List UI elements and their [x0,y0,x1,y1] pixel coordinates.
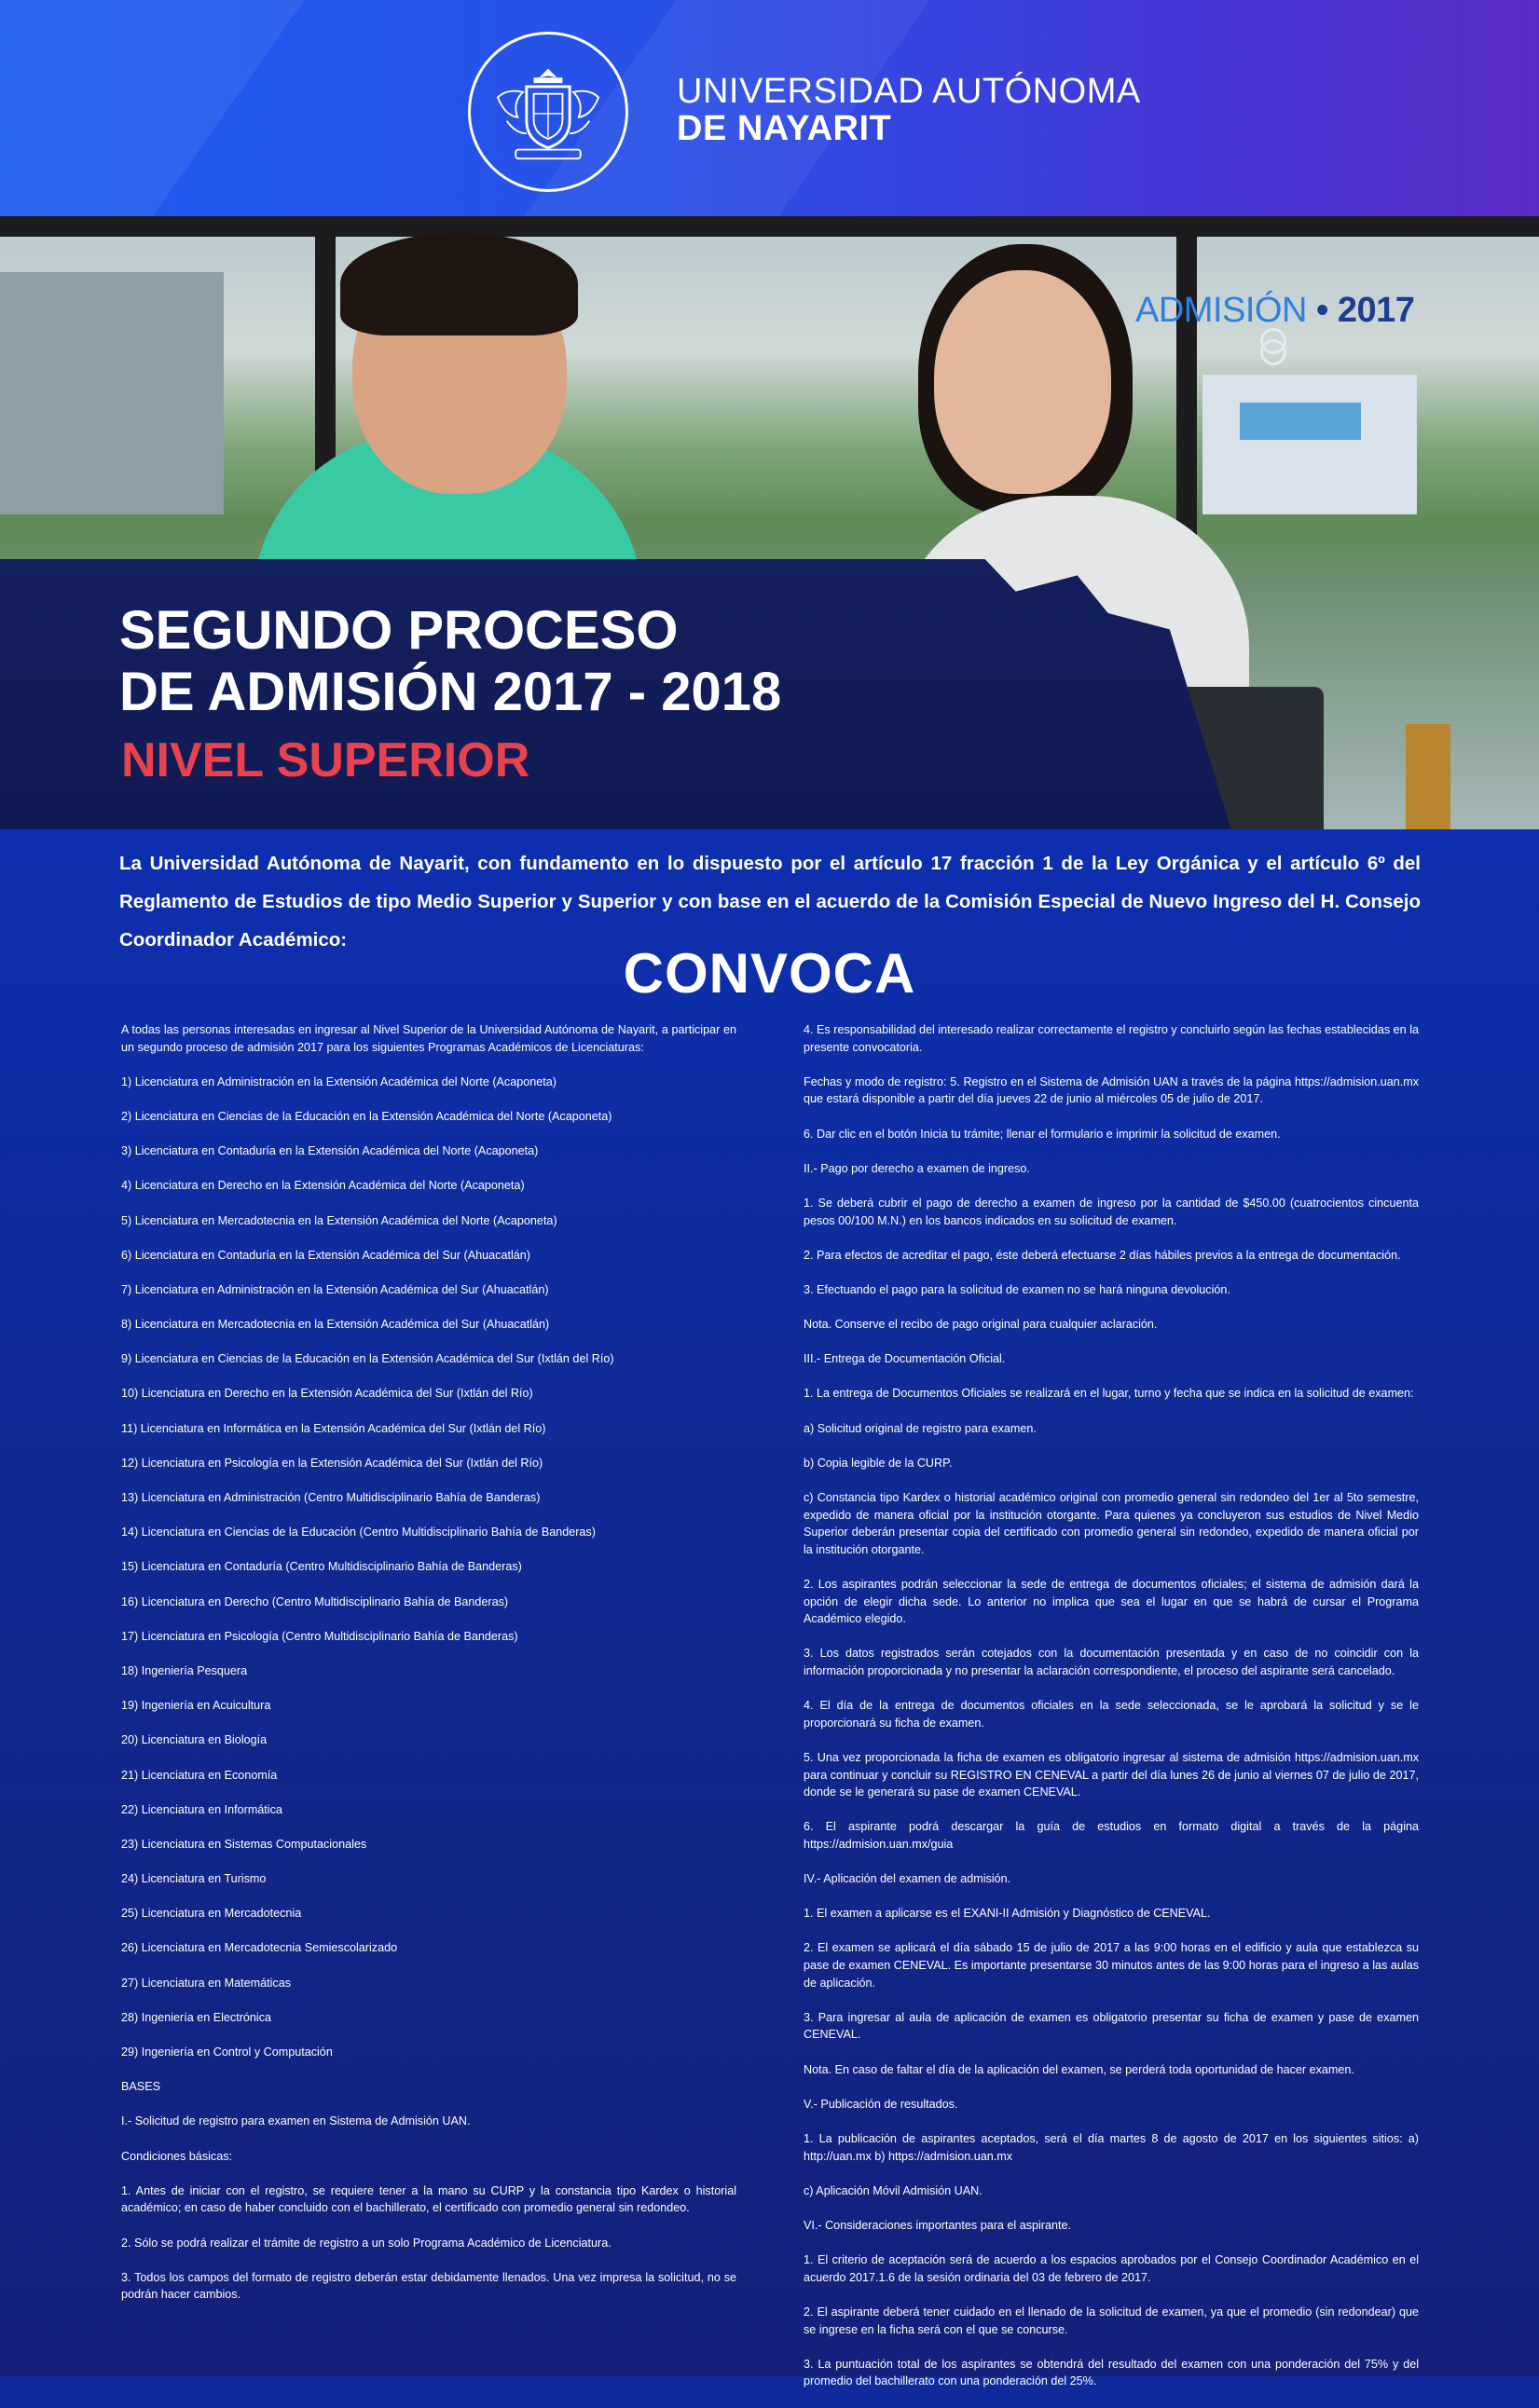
program-item: 26) Licenciatura en Mercadotecnia Semiescolarizado [121,1941,398,1955]
bases-paragraph: IV.- Aplicación del examen de admisión. [804,1872,1011,1886]
bases-paragraph: VI.- Consideraciones importantes para el aspirante. [804,2218,1072,2232]
bases-paragraph: 5. Una vez proporcionada la ficha de examen es obligatorio ingresar al sistema de admisión https://admision.uan.mx para continuar y concluir su REGISTRO EN CENEVAL a partir del día lunes 26 de junio al viernes 07 de julio de 2017, donde se le generará su pase de examen CENEVAL. [804,1750,1419,1799]
bases-paragraph: a) Solicitud original de registro para examen. [804,1421,1037,1435]
right-column [804,1021,1419,2408]
program-item: 24) Licenciatura en Turismo [121,1872,267,1886]
program-item: 14) Licenciatura en Ciencias de la Educación (Centro Multidisciplinario Bahía de Banderas) [121,1526,596,1539]
bases-paragraph: 3. La puntuación total de los aspirantes se obtendrá del resultado del examen con una ponderación del 75% y del promedio del bachillerato con una ponderación del 25%. [804,2357,1419,2388]
program-item: 20) Licenciatura en Biología [121,1733,268,1747]
bases-paragraph: Fechas y modo de registro: 5. Registro en el Sistema de Admisión UAN a través de la página https://admision.uan.mx que estará disponible a partir del día jueves 22 de junio al miércoles 05 de julio de 2017. [804,1074,1419,1106]
program-item: 10) Licenciatura en Derecho en la Extensión Académica del Sur (Ixtlán del Río) [121,1387,533,1401]
program-item: 7) Licenciatura en Administración en la Extensión Académica del Sur (Ahuacatlán) [121,1282,549,1296]
program-item: 2) Licenciatura en Ciencias de la Educación en la Extensión Académica del Norte (Acaponeta) [121,1109,612,1123]
university-name [677,73,1141,147]
program-item: 8) Licenciatura en Mercadotecnia en la Extensión Académica del Sur (Ahuacatlán) [121,1318,550,1332]
bases-paragraph: 1. La publicación de aspirantes aceptados, será el día martes 8 de agosto de 2017 en los siguientes sitios: a) http://uan.mx b) https://admision.uan.mx [804,2132,1419,2163]
chair [1406,724,1450,829]
bases-paragraph: 2. Para efectos de acreditar el pago, éste deberá efectuarse 2 días hábiles previos a la entrega de documentación. [804,1248,1401,1262]
program-item: 16) Licenciatura en Derecho (Centro Multidisciplinario Bahía de Banderas) [121,1594,509,1608]
admision-word: ADMISIÓN [1135,291,1307,330]
bases-paragraph: II.- Pago por derecho a examen de ingreso. [804,1161,1030,1175]
program-item: 5) Licenciatura en Mercadotecnia en la Extensión Académica del Norte (Acaponeta) [121,1213,557,1227]
programs-list [121,1074,736,2061]
program-item: 25) Licenciatura en Mercadotecnia [121,1907,302,1921]
program-item: 28) Ingeniería en Electrónica [121,2010,272,2024]
bases-paragraph: 1. Se deberá cubrir el pago de derecho a examen de ingreso por la cantidad de $450.00 (cuatrocientos cincuenta pesos 00/100 M.N.) en los bancos indicados en su solicitud de examen. [804,1196,1419,1227]
conditions-heading: Condiciones básicas: [121,2149,233,2163]
program-item: 3) Licenciatura en Contaduría en la Extensión Académica del Norte (Acaponeta) [121,1144,539,1158]
admision-dot: • [1315,291,1328,330]
bases-heading: BASES [121,2080,160,2094]
background-building [1240,403,1361,440]
opening-paragraph: A todas las personas interesadas en ingresar al Nivel Superior de la Universidad Autónoma de Nayarit, a participar en un segundo proceso de admisión 2017 para los siguientes Programas Académicos de Licenciaturas: [121,1023,736,1054]
bases-paragraph: Nota. Conserve el recibo de pago original para cualquier aclaración. [804,1318,1158,1332]
background-building [1202,375,1417,514]
condition-item: 2. Sólo se podrá realizar el trámite de registro a un solo Programa Académico de Licenciatura. [121,2236,611,2250]
title-line1: SEGUNDO PROCESO [119,600,679,661]
bases-paragraph: b) Copia legible de la CURP. [804,1456,953,1470]
bases-paragraph: 3. Los datos registrados serán cotejados con la documentación presentada y en caso de no coincidir con la información proporcionada y no presentar la aclaración correspondiente, el proceso del aspirante será cancelado. [804,1647,1419,1677]
program-item: 1) Licenciatura en Administración en la Extensión Académica del Norte (Acaponeta) [121,1074,557,1088]
bases-paragraph: 2. El aspirante deberá tener cuidado en el llenado de la solicitud de examen, ya que el promedio (sin redondear) que se ingrese en la ficha será con el que se concurse. [804,2305,1419,2336]
program-item: 4) Licenciatura en Derecho en la Extensión Académica del Norte (Acaponeta) [121,1179,525,1193]
background-building [0,272,224,514]
left-column [121,1021,736,2321]
program-item: 12) Licenciatura en Psicología en la Extensión Académica del Sur (Ixtlán del Río) [121,1456,543,1470]
program-item: 23) Licenciatura en Sistemas Computacionales [121,1837,367,1851]
university-seal-icon [468,32,628,192]
bases-paragraph: Nota. En caso de faltar el día de la aplicación del examen, se perderá toda oportunidad de hacer examen. [804,2062,1354,2076]
page-title [119,600,781,723]
bases-paragraph: c) Constancia tipo Kardex o historial académico original con promedio general sin redondeo del 1er al 5to semestre, expedido de manera oficial por la institución otorgante. Para quienes ya concluyeron sus estudios de Nivel Medio Superior deberán presentar copia del certificado con promedio general sin redondeo, expedido de manera oficial por la institución otorgante. [804,1491,1419,1556]
bases-paragraph: 2. Los aspirantes podrán seleccionar la sede de entrega de documentos oficiales; el sistema de admisión dará la opción de elegir dicha sede. Lo anterior no implica que sea el lugar en que se habrá de cursar el Programa Académico elegido. [804,1578,1419,1626]
bases-paragraph: 1. El examen a aplicarse es el EXANI-II Admisión y Diagnóstico de CENEVAL. [804,1907,1211,1921]
program-item: 17) Licenciatura en Psicología (Centro Multidisciplinario Bahía de Banderas) [121,1629,518,1643]
student-male-hair [340,233,578,335]
program-item: 13) Licenciatura en Administración (Centro Multidisciplinario Bahía de Banderas) [121,1491,541,1505]
bases-paragraph: 1. El criterio de aceptación será de acuerdo a los espacios aprobados por el Consejo Coordinador Académico en el acuerdo 2017.1.6 de la sesión ordinaria del 03 de febrero de 2017. [804,2253,1419,2284]
program-item: 27) Licenciatura en Matemáticas [121,1976,292,1990]
bases-paragraph: III.- Entrega de Documentación Oficial. [804,1352,1006,1366]
program-item: 18) Ingeniería Pesquera [121,1663,248,1677]
bases-paragraph: 3. Para ingresar al aula de aplicación de examen es obligatorio presentar su ficha de examen y pase de examen CENEVAL. [804,2010,1419,2042]
student-female-face [934,270,1111,494]
bases-paragraph: 4. El día de la entrega de documentos oficiales en la sede seleccionada, se le aprobará la solicitud y se le proporcionará su ficha de examen. [804,1699,1419,1730]
program-item: 19) Ingeniería en Acuicultura [121,1699,271,1713]
program-item: 6) Licenciatura en Contaduría en la Extensión Académica del Sur (Ahuacatlán) [121,1248,530,1262]
bases-paragraph: 4. Es responsabilidad del interesado realizar correctamente el registro y concluirlo según las fechas establecidas en la presente convocatoria. [804,1023,1419,1054]
circle-icon [1260,339,1286,365]
title-line2: DE ADMISIÓN 2017 - 2018 [119,662,782,722]
program-item: 22) Licenciatura en Informática [121,1802,282,1816]
program-item: 9) Licenciatura en Ciencias de la Educación en la Extensión Académica del Sur (Ixtlán del Río) [121,1352,614,1366]
admision-year: 2017 [1337,291,1415,330]
condition-item: 3. Todos los campos del formato de registro deberán estar debidamente llenados. Una vez impresa la solicitud, no se podrán hacer cambios. [121,2270,736,2302]
intro-paragraph: La Universidad Autónoma de Nayarit, con fundamento en lo dispuesto por el artículo 17 fracción 1 de la Ley Orgánica y el artículo 6º del Reglamento de Estudios de tipo Medio Superior y Superior y con base en el acuerdo de la Comisión Especial de Nuevo Ingreso del H. Consejo Coordinador Académico: [119,853,1421,951]
program-item: 15) Licenciatura en Contaduría (Centro Multidisciplinario Bahía de Banderas) [121,1560,522,1574]
program-item: 11) Licenciatura en Informática en la Extensión Académica del Sur (Ixtlán del Río) [121,1421,546,1435]
window-frame [0,216,1539,237]
bases-paragraph: 6. Dar clic en el botón Inicia tu trámite; llenar el formulario e imprimir la solicitud de examen. [804,1127,1281,1141]
bases-paragraph: 6. El aspirante podrá descargar la guía de estudios en formato digital a través de la página https://admision.uan.mx/guia [804,1820,1419,1851]
page-subtitle: NIVEL SUPERIOR [121,733,530,787]
bases-paragraph: V.- Publicación de resultados. [804,2097,958,2111]
bases-paragraph: 1. La entrega de Documentos Oficiales se realizará en el lugar, turno y fecha que se indica en la solicitud de examen: [804,1387,1414,1401]
section-heading: I.- Solicitud de registro para examen en Sistema de Admisión UAN. [121,2114,471,2128]
university-name-line1: UNIVERSIDAD AUTÓNOMA [677,72,1141,111]
admision-logo [1135,291,1414,331]
header-band [0,0,1539,216]
program-item: 21) Licenciatura en Economía [121,1768,278,1782]
bases-paragraph: c) Aplicación Móvil Admisión UAN. [804,2183,982,2197]
convoca-heading: CONVOCA [623,942,916,1005]
bases-paragraph: 3. Efectuando el pago para la solicitud de examen no se hará ninguna devolución. [804,1282,1230,1296]
condition-item: 1. Antes de iniciar con el registro, se requiere tener a la mano su CURP y la constancia tipo Kardex o historial académico; en caso de haber concluido con el bachillerato, el certificado con promedio general sin redondeo. [121,2183,736,2215]
bases-paragraph: 2. El examen se aplicará el día sábado 15 de julio de 2017 a las 9:00 horas en el edificio y aula que establezca su pase de examen CENEVAL. Es importante presentarse 30 minutos antes de las 9:00 horas para el ingreso a las aulas de aplicación. [804,1941,1419,1990]
university-name-line2: DE NAYARIT [677,109,892,148]
program-item: 29) Ingeniería en Control y Computación [121,2045,333,2059]
